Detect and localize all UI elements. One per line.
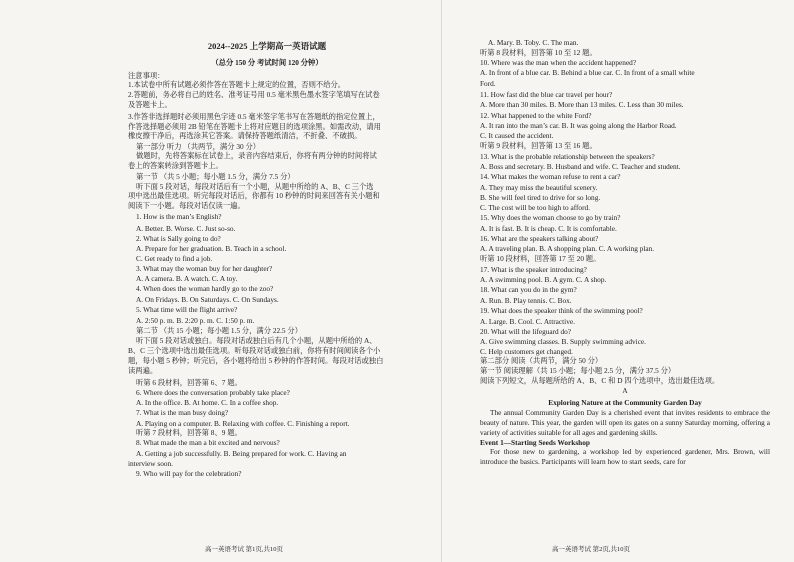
text-line: A. It is fast. B. It is cheap. C. It is comfortable. <box>480 224 617 233</box>
text-line: 12. What happened to the white Ford? <box>480 111 592 120</box>
text-line: 16. What are the speakers talking about? <box>480 234 599 243</box>
text-line: A. They may miss the beautiful scenery. <box>480 183 598 192</box>
text-line: 19. What does the speaker think of the swimming pool? <box>480 306 643 315</box>
text-line: B、C 三个选项中选出最佳选项。听每段对话或独白前，你将有时间阅读各个小 <box>128 346 381 355</box>
text-line: A. Getting a job successfully. B. Being prepared for work. C. Having an <box>136 449 347 458</box>
exam-subtitle: （总分 150 分 考试时间 120 分钟） <box>211 58 323 67</box>
text-line: A. Run. B. Play tennis. C. Box. <box>480 296 572 305</box>
text-line: 10. Where was the man when the accident happened? <box>480 58 637 67</box>
text-line: A. Large. B. Cool. C. Attractive. <box>480 317 575 326</box>
text-line: C. Get ready to find a job. <box>136 254 213 263</box>
text-line: A. In front of a blue car. B. Behind a blue car. C. In front of a small white <box>480 68 695 77</box>
text-line: 4. When does the woman hardly go to the zoo? <box>136 284 274 293</box>
text-line: A. Give swimming classes. B. Supply swimming advice. <box>480 337 646 346</box>
text-line: A. In the office. B. At home. C. In a coffee shop. <box>136 398 279 407</box>
text-line: 2. What is Sally going to do? <box>136 234 221 243</box>
text-line: A. Playing on a computer. B. Relaxing with coffee. C. Finishing a report. <box>136 419 350 428</box>
text-line: 听下面 5 段对话或独白。每段对话或独白后有几个小题，从题中所给的 A、 <box>136 336 377 345</box>
text-line: 听第 9 段材料，回答第 13 至 16 题。 <box>480 141 597 150</box>
text-line: 卷上的答案转涂到答题卡上。 <box>128 161 223 170</box>
text-line: 读两遍。 <box>128 366 158 375</box>
text-line: 第一部分 听力 （共两节，满分 30 分） <box>136 142 261 151</box>
text-line: A. A swimming pool. B. A gym. C. A shop. <box>480 275 607 284</box>
text-line: 15. Why does the woman choose to go by train? <box>480 213 621 222</box>
text-line: A. Prepare for her graduation. B. Teach in a school. <box>136 244 287 253</box>
event-heading: Event 1—Starting Seeds Workshop <box>480 437 590 447</box>
text-line: 14. What makes the woman refuse to rent a car? <box>480 172 621 181</box>
text-line: 6. Where does the conversation probably take place? <box>136 388 290 397</box>
text-line: A. 2:50 p. m. B. 2:20 p. m. C. 1:50 p. m. <box>136 316 255 325</box>
reading-passage <box>480 386 770 467</box>
text-line: 11. How fast did the blue car travel per hour? <box>480 90 613 99</box>
text-line: B. She will feel tired to drive for so long. <box>480 193 601 202</box>
text-line: 第二部分 阅读（共两节，满分 50 分） <box>480 356 603 365</box>
text-line: 阅读下一小题。每段对话仅读一遍。 <box>128 201 245 210</box>
text-line: A. More than 30 miles. B. More than 13 miles. C. Less than 30 miles. <box>480 100 684 109</box>
text-line: A. On Fridays. B. On Saturdays. C. On Sundays. <box>136 295 279 304</box>
text-line: C. Help customers get changed. <box>480 347 573 356</box>
exam-title: 2024--2025 上学期高一英语试题 <box>207 41 327 51</box>
text-line: 8. What made the man a bit excited and nervous? <box>136 438 280 447</box>
text-line: A. A camera. B. A watch. C. A toy. <box>136 274 238 283</box>
text-line: A. It ran into the man’s car. B. It was going along the Harbor Road. <box>480 121 677 130</box>
page-divider <box>441 0 442 562</box>
text-line: 3.作答非选择题时必须用黑色字迹 0.5 毫米签字笔书写在答题纸的指定位置上， <box>128 112 380 121</box>
passage-paragraph-1: The annual Community Garden Day is a cherished event that invites residents to embrace the beauty of nature. This year, the garden will open its gates on a sunny Saturday morning, offering a variety of activities suitable for all ages and gardening skills. <box>480 407 770 437</box>
text-line: 阅读下列短文，从每题所给的 A、B、C 和 D 四个选项中，选出最佳选项。 <box>480 376 720 385</box>
text-line: 听第 8 段材料，回答第 10 至 12 题。 <box>480 48 597 57</box>
text-line: 项中选出最佳选项。听完每段对话后，你都有 10 秒钟的时间来回答有关小题和 <box>128 191 380 200</box>
text-line: A. Boss and secretary. B. Husband and wife. C. Teacher and student. <box>480 162 681 171</box>
text-line: 第二节 （共 15 小题；每小题 1.5 分，满分 22.5 分） <box>136 326 303 335</box>
text-line: 题，每小题 5 秒钟；听完后，各小题将给出 5 秒钟的作答时间。每段对话或独白 <box>128 356 384 365</box>
text-line: 听第 6 段材料，回答第 6、7 题。 <box>136 378 242 387</box>
text-line: 听第 7 段材料，回答第 8、9 题。 <box>136 428 242 437</box>
text-line: 13. What is the probable relationship between the speakers? <box>480 152 655 161</box>
text-line: A. Better. B. Worse. C. Just so-so. <box>136 224 236 233</box>
text-line: 9. Who will pay for the celebration? <box>136 469 242 478</box>
text-line: C. The cost will be too high to afford. <box>480 203 590 212</box>
text-line: 2.答题前，务必将自己的姓名、准考证号用 0.5 毫米黑色墨水签字笔填写在试卷 <box>128 90 380 99</box>
text-line: 5. What time will the flight arrive? <box>136 305 238 314</box>
text-line: C. It caused the accident. <box>480 131 554 140</box>
text-line: A. A traveling plan. B. A shopping plan. C. A working plan. <box>480 244 655 253</box>
text-line: 做题时，先将答案标在试卷上，录音内容结束后，你将有两分钟的时间将试 <box>136 151 377 160</box>
passage-title: Exploring Nature at the Community Garden Day <box>548 397 702 407</box>
passage-paragraph-2: For those new to gardening, a workshop led by experienced gardener, Mrs. Brown, will introduce the basics. Participants will learn how to start seeds, care for <box>480 447 770 467</box>
text-line: 17. What is the speaker introducing? <box>480 265 587 274</box>
text-line: 1.本试卷中所有试题必须作答在答题卡上规定的位置，否则不给分。 <box>128 80 346 89</box>
text-line: 18. What can you do in the gym? <box>480 285 577 294</box>
text-line: 7. What is the man busy doing? <box>136 408 229 417</box>
text-line: A. Mary. B. Toby. C. The man. <box>488 38 579 47</box>
text-line: 第一节 （共 5 小题；每小题 1.5 分，满分 7.5 分） <box>136 172 295 181</box>
text-line: interview soon. <box>128 459 173 468</box>
page-footer-left: 高一英语考试 第1页,共10页 <box>205 546 283 553</box>
text-line: 第一节 阅读理解（共 15 小题；每小题 2.5 分，满分 37.5 分） <box>480 366 676 375</box>
passage-label: A <box>622 386 628 395</box>
text-line: 注意事项： <box>128 71 165 80</box>
text-line: 听第 10 段材料，回答第 17 至 20 题。 <box>480 254 601 263</box>
page-footer-right: 高一英语考试 第2页,共10页 <box>552 546 630 553</box>
text-line: 听下面 5 段对话，每段对话后有一个小题，从题中所给的 A、B、C 三个选 <box>136 182 374 191</box>
text-line: 及答题卡上。 <box>128 100 172 109</box>
text-line: 1. How is the man’s English? <box>136 212 222 221</box>
text-line: 3. What may the woman buy for her daughter? <box>136 264 273 273</box>
text-line: 橡皮擦干净后，再选涂其它答案。请保持答题纸清洁，不折叠、不破损。 <box>128 131 362 140</box>
text-line: 作答选择题必须用 2B 铅笔在答题卡上将对应题目的选项涂黑。如需改动，请用 <box>128 122 381 131</box>
text-line: 20. What will the lifeguard do? <box>480 327 572 336</box>
text-line: Ford. <box>480 79 496 88</box>
